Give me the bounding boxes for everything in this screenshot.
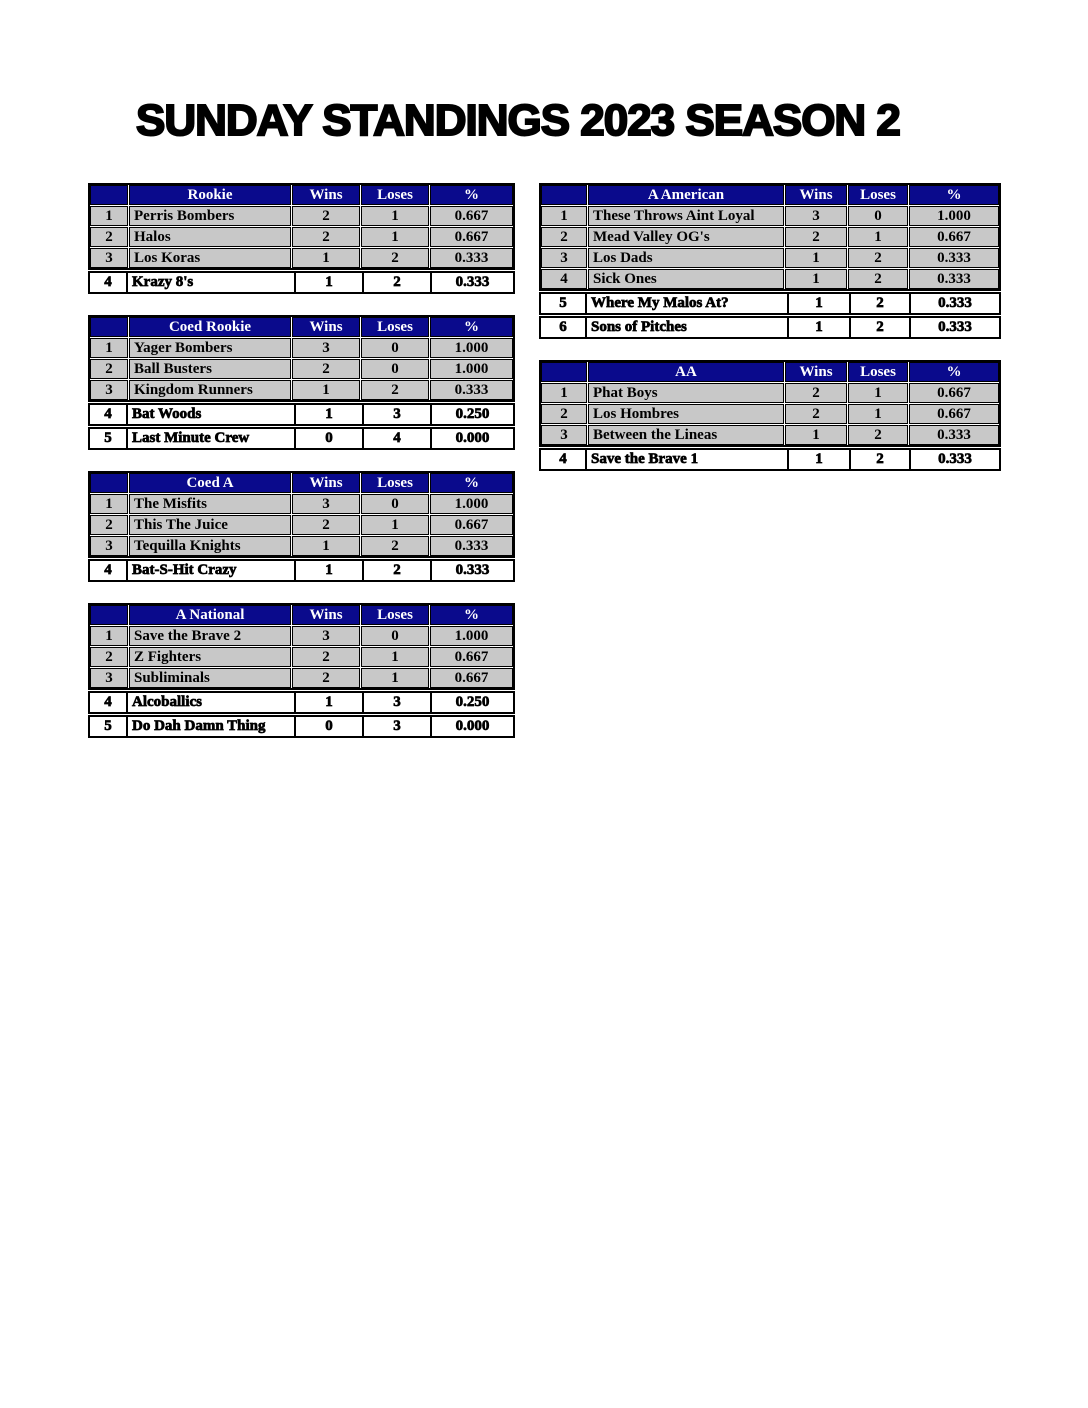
standings-table-a-american [539,183,1001,339]
wins-cell: 1 [292,536,360,556]
pct-cell: 1.000 [909,206,999,226]
wins-cell: 1 [787,294,849,313]
rank-cell: 3 [541,248,587,268]
wins-cell: 2 [785,383,847,403]
wins-cell: 3 [292,494,360,514]
loses-cell: 1 [848,227,908,247]
loses-cell: 0 [361,494,429,514]
pct-cell: 0.000 [430,429,513,448]
standings-row-highlighted [539,316,1001,339]
loses-cell: 1 [361,206,429,226]
standings-table-body [88,603,515,690]
standings-row-highlighted [88,427,515,450]
wins-cell: 3 [292,338,360,358]
wins-cell: 1 [294,561,362,580]
standings-row-highlighted [88,559,515,582]
loses-cell: 0 [361,626,429,646]
rank-cell: 2 [90,359,128,379]
wins-cell: 1 [787,450,849,469]
wins-cell: 2 [292,647,360,667]
pct-cell: 0.250 [430,405,513,424]
header-row [541,362,999,382]
pct-cell: 0.333 [909,269,999,289]
loses-cell: 3 [362,717,430,736]
rank-cell: 4 [90,273,126,292]
team-name-cell: Between the Lineas [588,425,784,445]
team-name-cell: Los Koras [129,248,291,268]
rank-cell: 1 [90,206,128,226]
standings-row [90,206,513,226]
pct-cell: 0.333 [430,380,513,400]
rank-cell: 3 [90,380,128,400]
loses-cell: 1 [848,404,908,424]
team-name-cell: Z Fighters [129,647,291,667]
pct-cell: 0.667 [909,383,999,403]
wins-cell: 2 [292,227,360,247]
team-name-cell: This The Juice [129,515,291,535]
rank-cell: 4 [541,450,585,469]
wins-cell: 3 [292,626,360,646]
loses-cell: 0 [361,338,429,358]
rank-cell: 5 [541,294,585,313]
pct-cell: 0.333 [430,248,513,268]
rank-cell: 1 [541,383,587,403]
pct-cell: 1.000 [430,359,513,379]
pct-cell: 0.667 [430,668,513,688]
standings-table-rookie [88,183,515,294]
standings-table-body [88,315,515,402]
pct-cell: 1.000 [430,626,513,646]
pct-cell: 0.667 [909,404,999,424]
header-row [90,473,513,493]
team-name-cell: Phat Boys [588,383,784,403]
team-name-cell: Yager Bombers [129,338,291,358]
pct-cell: 0.333 [430,536,513,556]
standings-row [541,248,999,268]
wins-cell: 3 [785,206,847,226]
standings-table-body [88,471,515,558]
division-name-cell: A American [588,185,784,205]
standings-row-highlighted [88,691,515,714]
team-name-cell: Save the Brave 1 [585,450,787,469]
standings-row [90,668,513,688]
team-name-cell: Sons of Pitches [585,318,787,337]
standings-table-body [539,360,1001,447]
wins-cell: 0 [294,717,362,736]
wins-cell: 2 [292,515,360,535]
wins-cell: 2 [785,404,847,424]
team-name-cell: Perris Bombers [129,206,291,226]
rank-cell: 1 [90,494,128,514]
team-name-cell: Bat Woods [126,405,294,424]
wins-header-cell: Wins [292,317,360,337]
loses-cell: 1 [361,668,429,688]
rank-cell: 4 [90,405,126,424]
standings-row [541,269,999,289]
standings-row [90,359,513,379]
loses-cell: 2 [848,269,908,289]
standings-column-right [539,183,1001,492]
pct-cell: 0.333 [909,294,999,313]
rank-header-cell [541,185,587,205]
standings-table-coed-rookie [88,315,515,450]
division-name-cell: AA [588,362,784,382]
rank-cell: 3 [90,668,128,688]
team-name-cell: Tequilla Knights [129,536,291,556]
standings-row [541,206,999,226]
pct-cell: 0.667 [430,647,513,667]
loses-cell: 0 [848,206,908,226]
rank-cell: 4 [90,561,126,580]
team-name-cell: Los Dads [588,248,784,268]
rank-cell: 2 [90,515,128,535]
rank-header-cell [90,605,128,625]
pct-cell: 0.333 [909,425,999,445]
standings-row-highlighted [88,715,515,738]
pct-cell: 0.250 [430,693,513,712]
pct-header-cell: % [909,362,999,382]
pct-cell: 0.000 [430,717,513,736]
rank-cell: 3 [90,536,128,556]
wins-cell: 2 [292,668,360,688]
loses-header-cell: Loses [361,473,429,493]
team-name-cell: Mead Valley OG's [588,227,784,247]
rank-cell: 2 [90,647,128,667]
wins-header-cell: Wins [292,473,360,493]
wins-cell: 1 [785,248,847,268]
loses-cell: 1 [848,383,908,403]
loses-cell: 2 [848,248,908,268]
standings-row-highlighted [88,271,515,294]
loses-cell: 2 [361,248,429,268]
rank-cell: 1 [541,206,587,226]
pct-header-cell: % [430,473,513,493]
wins-header-cell: Wins [292,605,360,625]
wins-cell: 2 [292,359,360,379]
wins-cell: 2 [785,227,847,247]
standings-row [90,626,513,646]
pct-cell: 1.000 [430,494,513,514]
standings-table-a-national [88,603,515,738]
team-name-cell: Where My Malos At? [585,294,787,313]
standings-table-body [539,183,1001,291]
team-name-cell: Alcoballics [126,693,294,712]
pct-header-cell: % [909,185,999,205]
standings-column-left [88,183,515,759]
loses-cell: 2 [362,561,430,580]
standings-table-body [88,183,515,270]
division-name-cell: A National [129,605,291,625]
loses-cell: 2 [849,294,909,313]
pct-cell: 0.667 [909,227,999,247]
rank-cell: 1 [90,338,128,358]
team-name-cell: Halos [129,227,291,247]
rank-header-cell [90,317,128,337]
standings-row [90,494,513,514]
team-name-cell: The Misfits [129,494,291,514]
page-title: SUNDAY STANDINGS 2023 SEASON 2 [136,96,900,145]
team-name-cell: Bat-S-Hit Crazy [126,561,294,580]
loses-cell: 1 [361,647,429,667]
loses-header-cell: Loses [361,317,429,337]
standings-row [90,515,513,535]
standings-row-highlighted [539,292,1001,315]
loses-cell: 2 [361,380,429,400]
standings-row [541,383,999,403]
loses-cell: 0 [361,359,429,379]
loses-cell: 1 [361,515,429,535]
wins-header-cell: Wins [785,185,847,205]
team-name-cell: Kingdom Runners [129,380,291,400]
rank-cell: 6 [541,318,585,337]
rank-cell: 5 [90,717,126,736]
loses-cell: 4 [362,429,430,448]
standings-row [541,404,999,424]
team-name-cell: Save the Brave 2 [129,626,291,646]
loses-header-cell: Loses [848,362,908,382]
division-name-cell: Rookie [129,185,291,205]
pct-cell: 0.667 [430,206,513,226]
rank-header-cell [90,185,128,205]
team-name-cell: Ball Busters [129,359,291,379]
team-name-cell: Los Hombres [588,404,784,424]
loses-header-cell: Loses [848,185,908,205]
header-row [90,317,513,337]
pct-header-cell: % [430,605,513,625]
rank-cell: 4 [90,693,126,712]
standings-row-highlighted [88,403,515,426]
loses-cell: 3 [362,405,430,424]
pct-cell: 0.333 [430,273,513,292]
header-row [90,185,513,205]
team-name-cell: Do Dah Damn Thing [126,717,294,736]
wins-cell: 1 [294,693,362,712]
team-name-cell: Krazy 8's [126,273,294,292]
wins-cell: 1 [292,248,360,268]
loses-cell: 2 [849,318,909,337]
team-name-cell: Sick Ones [588,269,784,289]
rank-header-cell [90,473,128,493]
team-name-cell: Subliminals [129,668,291,688]
header-row [541,185,999,205]
team-name-cell: These Throws Aint Loyal [588,206,784,226]
wins-cell: 0 [294,429,362,448]
pct-header-cell: % [430,185,513,205]
standings-row [541,227,999,247]
wins-cell: 1 [294,405,362,424]
division-name-cell: Coed A [129,473,291,493]
standings-row-highlighted [539,448,1001,471]
pct-cell: 0.333 [909,318,999,337]
standings-row [90,248,513,268]
loses-cell: 2 [361,536,429,556]
standings-row [90,338,513,358]
standings-row [541,425,999,445]
wins-cell: 1 [785,269,847,289]
standings-row [90,227,513,247]
standings-row [90,647,513,667]
loses-header-cell: Loses [361,605,429,625]
loses-cell: 2 [848,425,908,445]
pct-cell: 0.667 [430,227,513,247]
wins-cell: 1 [785,425,847,445]
rank-cell: 5 [90,429,126,448]
wins-cell: 1 [292,380,360,400]
pct-cell: 0.667 [430,515,513,535]
header-row [90,605,513,625]
loses-cell: 2 [849,450,909,469]
pct-cell: 0.333 [909,248,999,268]
loses-cell: 3 [362,693,430,712]
pct-cell: 0.333 [909,450,999,469]
wins-header-cell: Wins [292,185,360,205]
loses-cell: 1 [361,227,429,247]
rank-cell: 1 [90,626,128,646]
loses-cell: 2 [362,273,430,292]
loses-header-cell: Loses [361,185,429,205]
wins-header-cell: Wins [785,362,847,382]
rank-header-cell [541,362,587,382]
rank-cell: 4 [541,269,587,289]
pct-cell: 0.333 [430,561,513,580]
standings-row [90,536,513,556]
team-name-cell: Last Minute Crew [126,429,294,448]
pct-header-cell: % [430,317,513,337]
rank-cell: 3 [90,248,128,268]
wins-cell: 2 [292,206,360,226]
standings-row [90,380,513,400]
wins-cell: 1 [787,318,849,337]
rank-cell: 2 [541,404,587,424]
rank-cell: 3 [541,425,587,445]
rank-cell: 2 [541,227,587,247]
pct-cell: 1.000 [430,338,513,358]
wins-cell: 1 [294,273,362,292]
division-name-cell: Coed Rookie [129,317,291,337]
standings-table-aa [539,360,1001,471]
rank-cell: 2 [90,227,128,247]
standings-table-coed-a [88,471,515,582]
